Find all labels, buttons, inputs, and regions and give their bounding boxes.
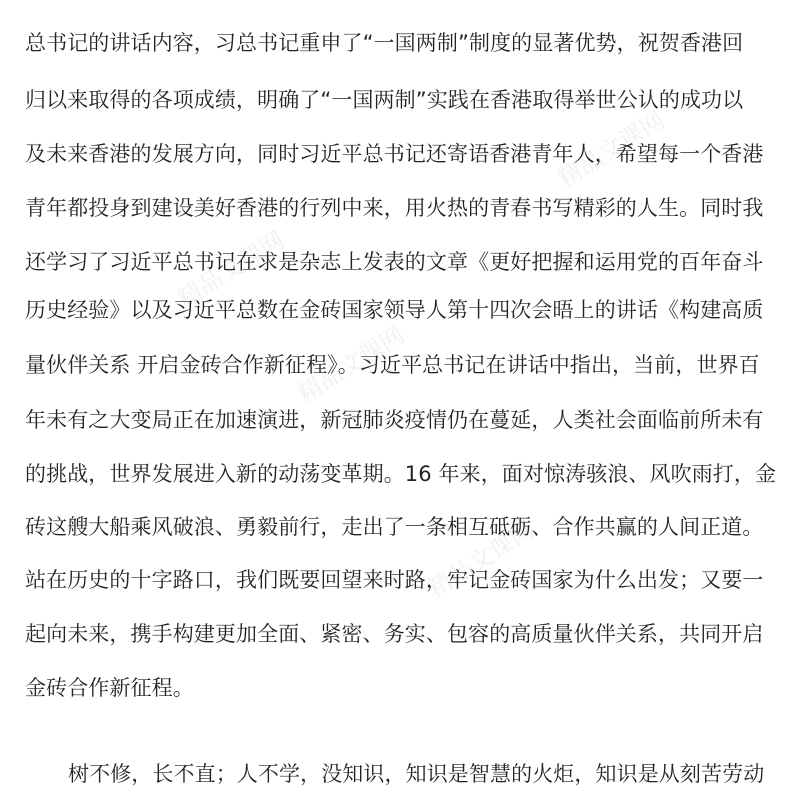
paragraph-line: 站在历史的十字路口，我们既要回望来时路，牢记金砖国家为什么出发；又要一 [25, 568, 764, 592]
paragraph-line: 归以来取得的各项成绩，明确了“一国两制”实践在香港取得举世公认的成功以 [25, 88, 744, 112]
paragraph-line: 总书记的讲话内容，习总书记重申了“一国两制”制度的显著优势，祝贺香港回 [25, 31, 744, 55]
watermark: 精品文课网 [553, 105, 670, 194]
paragraph-line: 树不修，长不直；人不学，没知识，知识是智慧的火炬，知识是从刻苦劳动 [68, 762, 765, 786]
paragraph-line: 量伙伴关系 开启金砖合作新征程》。习近平总书记在讲话中指出，当前，世界百 [25, 353, 760, 377]
watermark: 精品文课网 [173, 225, 290, 314]
paragraph-line: 历史经验》以及习近平总数在金砖国家领导人第十四次会晤上的讲话《构建高质 [25, 298, 764, 322]
watermark: 精品文课网 [423, 515, 540, 604]
paragraph-line: 年未有之大变局正在加速演进，新冠肺炎疫情仍在蔓延，人类社会面临前所未有 [25, 408, 764, 432]
watermark: 精品文课网 [293, 320, 410, 409]
paragraph-line: 砖这艘大船乘风破浪、勇毅前行，走出了一条相互砥砺、合作共赢的人间正道。 [25, 515, 764, 539]
paragraph-line: 青年都投身到建设美好香港的行列中来，用火热的青春书写精彩的人生。同时我 [25, 196, 764, 220]
paragraph-line: 的挑战，世界发展进入新的动荡变革期。16 年来，面对惊涛骇浪、风吹雨打，金 [25, 462, 777, 486]
paragraph-line: 还学习了习近平总书记在求是杂志上发表的文章《更好把握和运用党的百年奋斗 [25, 250, 764, 274]
paragraph-line: 起向未来，携手构建更加全面、紧密、务实、包容的高质量伙伴关系，共同开启 [25, 622, 764, 646]
paragraph-line: 金砖合作新征程。 [25, 676, 194, 700]
paragraph-line: 及未来香港的发展方向，同时习近平总书记还寄语香港青年人，希望每一个香港 [25, 142, 764, 166]
